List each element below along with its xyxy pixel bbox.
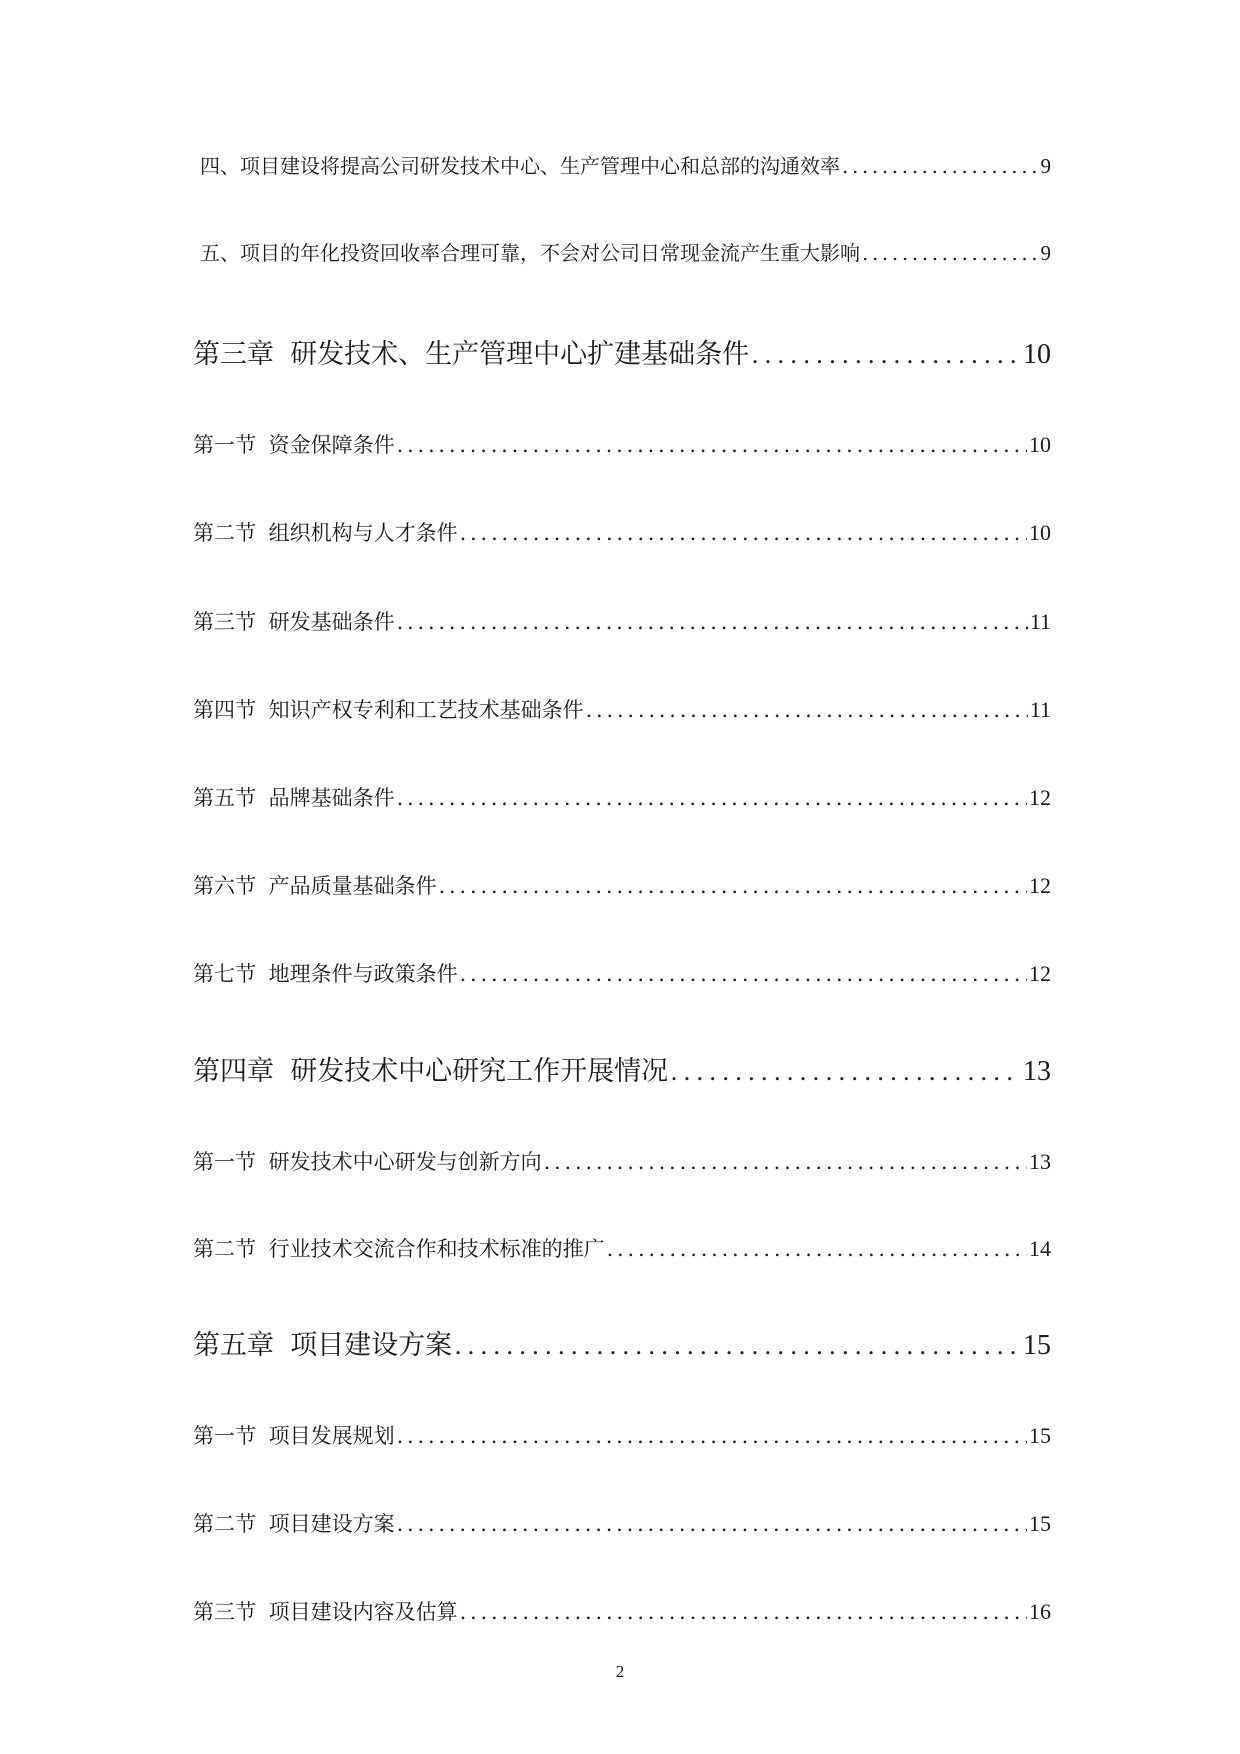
chapter-title: 研发技术、生产管理中心扩建基础条件 (290, 339, 750, 370)
section-number: 第四节 (193, 698, 256, 722)
toc-section[interactable] (193, 958, 1051, 988)
toc-page-number: 13 (1029, 1149, 1051, 1174)
toc-page-number: 15 (1029, 1511, 1051, 1536)
dot-leader (397, 433, 1027, 457)
toc-page-number: 12 (1029, 873, 1051, 898)
section-title: 项目建设内容及估算 (268, 1600, 458, 1624)
toc-page-number: 10 (1023, 339, 1051, 370)
section-number: 第二节 (193, 521, 256, 545)
section-number: 第三节 (193, 1600, 256, 1624)
dot-leader (397, 786, 1027, 810)
chapter-title: 研发技术中心研究工作开展情况 (290, 1056, 669, 1087)
section-number: 第一节 (193, 433, 256, 457)
section-number: 第五节 (193, 786, 256, 810)
section-number: 第二节 (193, 1237, 256, 1261)
toc-page-number: 15 (1023, 1330, 1051, 1361)
dot-leader (397, 1512, 1027, 1536)
section-title: 项目发展规划 (268, 1424, 395, 1448)
section-number: 第六节 (193, 874, 256, 898)
toc-section[interactable] (193, 1596, 1051, 1626)
toc-chapter-5[interactable] (193, 1323, 1051, 1362)
dot-leader (607, 1237, 1027, 1261)
section-title: 研发技术中心研发与创新方向 (268, 1150, 542, 1174)
section-title: 项目建设方案 (268, 1512, 395, 1536)
dot-leader (544, 1150, 1027, 1174)
toc-page-number: 16 (1029, 1599, 1051, 1624)
dot-leader (454, 1332, 1021, 1360)
toc-chapter-4[interactable] (193, 1049, 1051, 1088)
toc-page-number: 15 (1029, 1423, 1051, 1448)
dot-leader (460, 962, 1027, 986)
dot-leader (862, 241, 1039, 265)
section-number: 第一节 (193, 1424, 256, 1448)
toc-section[interactable] (193, 1146, 1051, 1176)
toc-page-number: 14 (1029, 1236, 1051, 1261)
toc-page-number: 10 (1029, 432, 1051, 457)
section-number: 第三节 (193, 610, 256, 634)
section-title: 资金保障条件 (268, 433, 395, 457)
page-number-footer: 2 (615, 1662, 625, 1681)
toc-item[interactable] (200, 150, 1051, 179)
toc-section[interactable] (193, 1508, 1051, 1538)
toc-section[interactable] (193, 429, 1051, 459)
toc-item[interactable] (200, 237, 1051, 266)
section-title: 行业技术交流合作和技术标准的推广 (268, 1237, 605, 1261)
toc-chapter-3[interactable] (193, 332, 1051, 371)
section-title: 知识产权专利和工艺技术基础条件 (268, 698, 584, 722)
toc-page-number: 13 (1023, 1056, 1051, 1087)
toc-page-number: 11 (1029, 609, 1051, 634)
toc-page-number: 12 (1029, 785, 1051, 810)
toc-section[interactable] (193, 1420, 1051, 1450)
toc-page-number: 12 (1029, 961, 1051, 986)
toc-section[interactable] (193, 782, 1051, 812)
toc-section[interactable] (193, 1233, 1051, 1263)
section-title: 品牌基础条件 (268, 786, 395, 810)
toc-item-text: 四、项目建设将提高公司研发技术中心、生产管理中心和总部的沟通效率 (200, 154, 840, 178)
dot-leader (439, 874, 1027, 898)
dot-leader (670, 1058, 1021, 1086)
chapter-number: 第三章 (193, 339, 274, 370)
chapter-number: 第五章 (193, 1330, 274, 1361)
toc-page-number: 10 (1029, 520, 1051, 545)
chapter-title: 项目建设方案 (290, 1330, 453, 1361)
toc-section[interactable] (193, 517, 1051, 547)
dot-leader (751, 341, 1021, 369)
section-number: 第二节 (193, 1512, 256, 1536)
section-title: 产品质量基础条件 (268, 874, 437, 898)
chapter-number: 第四章 (193, 1056, 274, 1087)
toc-page-number: 9 (1040, 154, 1051, 178)
dot-leader (586, 698, 1028, 722)
toc-page-number: 11 (1029, 697, 1051, 722)
section-number: 第七节 (193, 962, 256, 986)
toc-section[interactable] (193, 870, 1051, 900)
dot-leader (460, 1600, 1027, 1624)
toc-section[interactable] (193, 606, 1051, 636)
section-title: 研发基础条件 (268, 610, 395, 634)
dot-leader (397, 1424, 1027, 1448)
dot-leader (842, 154, 1039, 178)
section-title: 地理条件与政策条件 (268, 962, 458, 986)
section-title: 组织机构与人才条件 (268, 521, 458, 545)
toc-item-text: 五、项目的年化投资回收率合理可靠，不会对公司日常现金流产生重大影响 (200, 241, 860, 265)
toc-section[interactable] (193, 694, 1051, 724)
toc-page-number: 9 (1040, 241, 1051, 265)
dot-leader (397, 610, 1028, 634)
dot-leader (460, 521, 1027, 545)
section-number: 第一节 (193, 1150, 256, 1174)
